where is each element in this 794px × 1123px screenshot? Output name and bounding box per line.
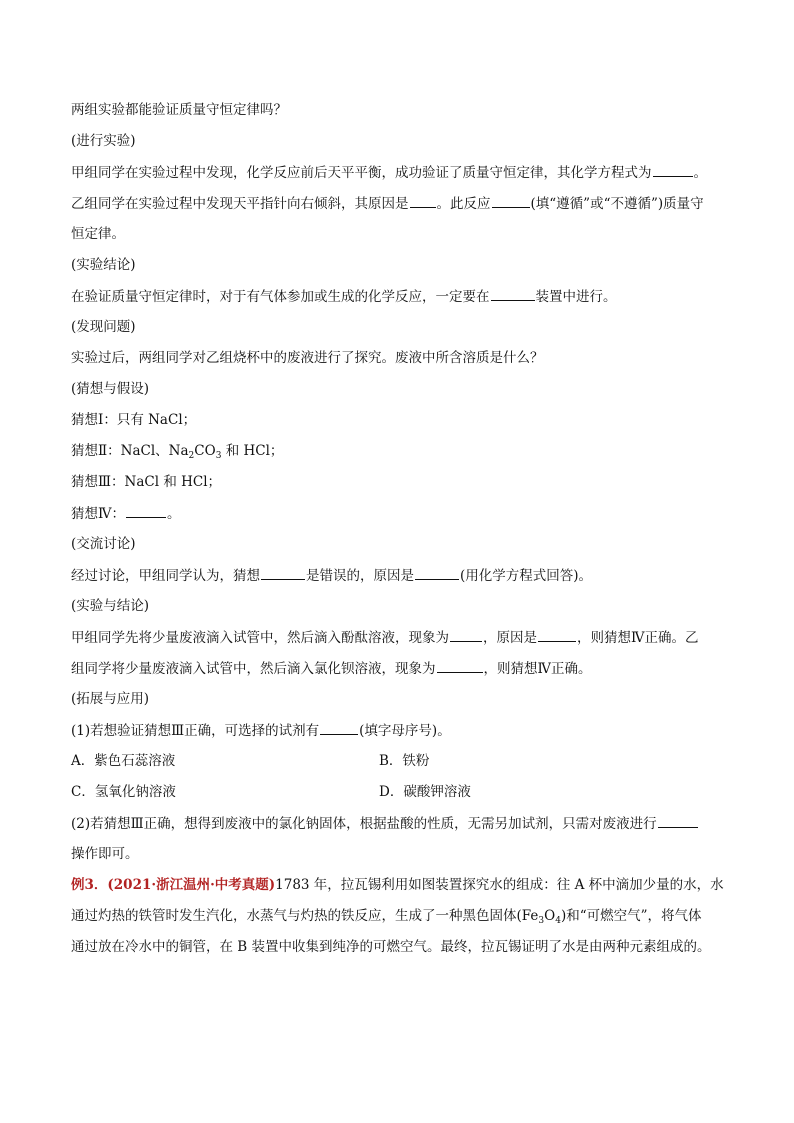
exp-conclusion-line-1: 甲组同学先将少量废液滴入试管中，然后滴入酚酞溶液，现象为 ，原因是 ，则猜想Ⅳ正确。乙 [71, 627, 731, 648]
hypothesis-4: 猜想Ⅳ： 。 [71, 503, 731, 524]
answer-blank[interactable] [437, 658, 483, 673]
conclusion-line: 在验证质量守恒定律时，对于有气体参加或生成的化学反应，一定要在 装置中进行。 [71, 286, 731, 307]
answer-blank[interactable] [450, 627, 482, 642]
extension-question-2-cont: 操作即可。 [71, 846, 139, 862]
section-conclusion: (实验结论) [71, 257, 136, 273]
section-hypothesis: (猜想与假设) [71, 381, 150, 397]
answer-blank[interactable] [653, 162, 693, 177]
experiment-line-2: 乙组同学在实验过程中发现天平指针向右倾斜，其原因是 。此反应 (填“遵循”或“不遵循”)质量守 [71, 193, 731, 214]
option-a[interactable]: A．紫色石蕊溶液 [71, 753, 176, 769]
problem-line: 实验过后，两组同学对乙组烧杯中的废液进行了探究。废液中所含溶质是什么？ [71, 350, 544, 366]
example-3-line-2: 通过灼热的铁管时发生汽化，水蒸气与灼热的铁反应，生成了一种黑色固体$(Fe_3O_4)$和“可燃空气”，将气体 [71, 908, 702, 926]
section-extension: (拓展与应用) [71, 691, 150, 707]
example-source: (2021·浙江温州·中考真题) [107, 877, 276, 893]
section-discussion: (交流讨论) [71, 536, 136, 552]
extension-question-2: (2)若猜想Ⅲ正确，想得到废液中的氯化钠固体，根据盐酸的性质，无需另加试剂，只需对废液进行 [71, 813, 731, 834]
section-problem: (发现问题) [71, 319, 136, 335]
option-d[interactable]: D．碳酸钾溶液 [379, 784, 471, 800]
answer-blank[interactable] [320, 720, 358, 735]
hypothesis-1: 猜想Ⅰ：只有 NaCl； [71, 412, 197, 428]
answer-blank[interactable] [658, 813, 698, 828]
answer-blank[interactable] [538, 627, 576, 642]
answer-blank[interactable] [492, 193, 530, 208]
option-c[interactable]: C．氢氧化钠溶液 [71, 784, 176, 800]
answer-blank[interactable] [415, 565, 459, 580]
answer-blank[interactable] [261, 565, 305, 580]
hypothesis-3: 猜想Ⅲ：NaCl 和 HCl； [71, 474, 222, 490]
answer-blank[interactable] [410, 193, 436, 208]
example-3-line-1: 例3．(2021·浙江温州·中考真题)1783 年，拉瓦锡利用如图装置探究水的组成：往 A 杯中滴加少量的水，水 [71, 877, 724, 893]
section-exp-conclusion: (实验与结论) [71, 598, 150, 614]
intro-question: 两组实验都能验证质量守恒定律吗？ [71, 102, 287, 118]
extension-question-1: (1)若想验证猜想Ⅲ正确，可选择的试剂有 (填字母序号)。 [71, 720, 731, 741]
exp-conclusion-line-2: 组同学将少量废液滴入试管中，然后滴入氯化钡溶液，现象为 ，则猜想Ⅳ正确。 [71, 658, 731, 679]
discussion-line: 经过讨论，甲组同学认为，猜想 是错误的，原因是 (用化学方程式回答)。 [71, 565, 731, 586]
hypothesis-2: 猜想Ⅱ：NaCl、$Na_2CO_3$ 和 HCl； [71, 443, 284, 461]
experiment-line-3: 恒定律。 [71, 226, 125, 242]
answer-blank[interactable] [491, 286, 535, 301]
experiment-line-1: 甲组同学在实验过程中发现，化学反应前后天平平衡，成功验证了质量守恒定律，其化学方程式为 。 [71, 162, 731, 183]
answer-blank[interactable] [126, 503, 166, 518]
section-experiment: (进行实验) [71, 133, 136, 149]
option-b[interactable]: B．铁粉 [379, 753, 430, 769]
example-3-line-3: 通过放在冷水中的铜管，在 B 装置中收集到纯净的可燃空气。最终，拉瓦锡证明了水是由两种元素组成的。 [71, 939, 711, 955]
example-tag: 例3． [71, 877, 108, 893]
